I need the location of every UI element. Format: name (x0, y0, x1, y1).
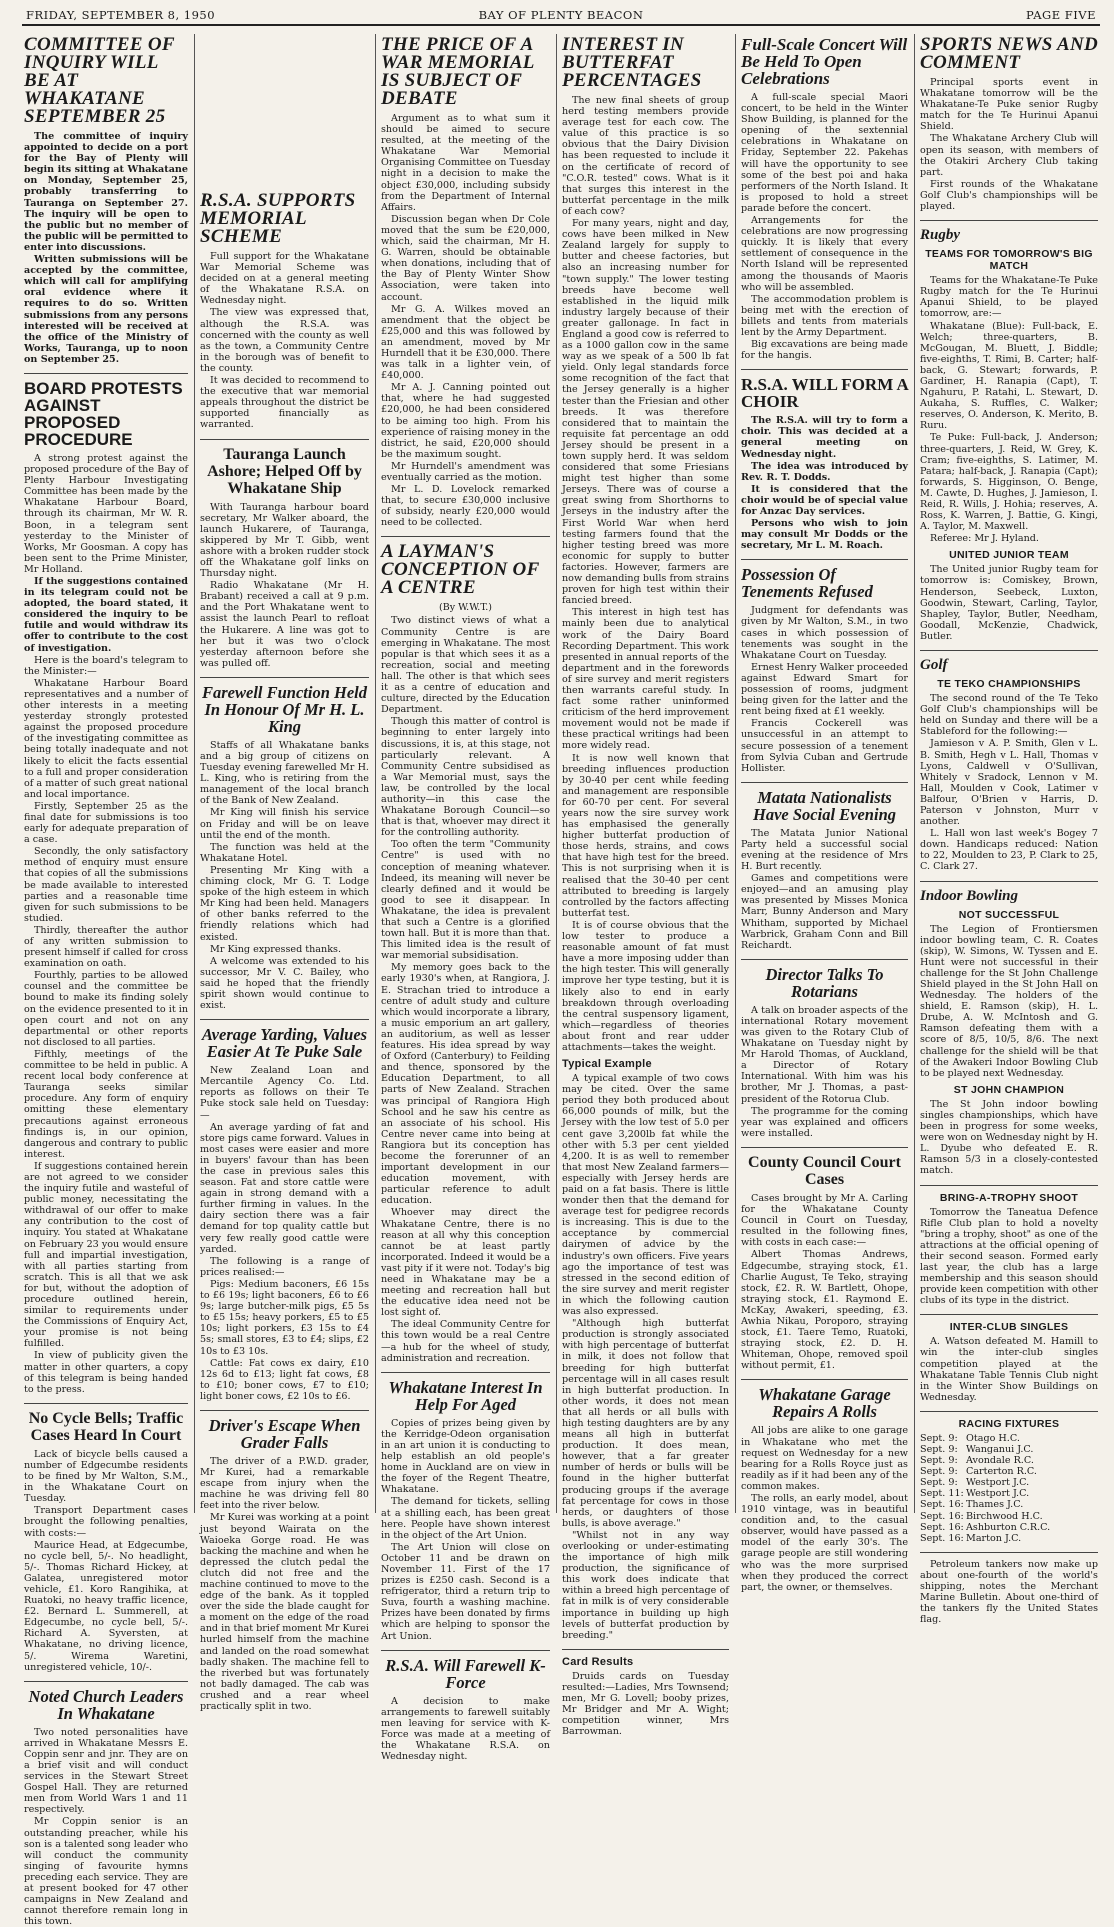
headline: INTEREST IN BUTTERFAT PERCENTAGES (562, 34, 702, 91)
paragraph: A decision to make arrangements to farewell suitably men leaving for service with K-Force was made at a meeting of the Whakatane R.S.A. on Wednesday night. (381, 1695, 550, 1763)
headline: Full-Scale Concert Will Be Held To Open Celebrations (741, 35, 908, 88)
headline: Average Yarding, Values Easier At Te Puke Sale (201, 1025, 368, 1062)
paragraph: It is now well known that breeding influences production by 30-40 per cent while feeding and management are responsible for 60-70 per cent. For several years now the sire survey work has emphasised the generally higher butterfat production of those herds, strains, and cows that have high test for the breed. This is not surprising when it is realised that the 30-40 per cent attributed to breeding is largely controlled by the factors affecting butterfat test. (562, 752, 729, 919)
article-divider (920, 1552, 1098, 1553)
paragraph: Thirdly, thereafter the author of any written submission to present himself if called for cross examination on oath. (24, 924, 188, 970)
article-bring-a-trophy (920, 1192, 1098, 1307)
paragraph: Too often the term "Community Centre" is used with no conception of meaning whatever. Indeed, its meaning will never be clearly defined and it would be good to see it disappear. In Whakatane, the idea is prevalent that such a Centre is a glorified town hall. But it is more than that. This limited idea is the result of war memorial subsidisation. (381, 839, 550, 962)
fixture-row: Sept. 16: Ashburton C.R.C. (920, 1521, 1051, 1533)
headline: Whakatane Interest In Help For Aged (388, 1377, 543, 1414)
paragraph: The following is a range of prices realised:— (200, 1255, 369, 1278)
paragraph: Big excavations are being made for the hangis. (741, 339, 908, 362)
article-inter-club-singles (920, 1321, 1098, 1403)
headline: Matata Nationalists Have Social Evening (753, 787, 896, 824)
subheading: TE TEKO CHAMPIONSHIPS (937, 678, 1081, 691)
subheading: RACING FIXTURES (958, 1417, 1060, 1430)
paragraph: The Art Union will close on October 11 and be drawn on November 11. First of the 17 prizes is £250 cash. Second is a refrigerator, third a return trip to Suva, fourth a washing machine. Prizes have been donated by firms which are helping to sponsor the Art Union. (381, 1541, 550, 1642)
article-sports-news (920, 36, 1098, 212)
article-butterfat (562, 36, 729, 1641)
column-1 (24, 34, 188, 1927)
subheading: INTER-CLUB SINGLES (949, 1321, 1069, 1334)
paragraph: Te Puke: Full-back, J. Anderson; three-quarters, J. Reid, W. Grey, K. Cram; five-eighths, S. Latimer, M. Patara; half-back, J. Ranapia (Capt); forwards, S. Higginson, O. Benge, M. Cawte, D. Hughes, J. Jamieson, I. Reid, R. Wills, J. Hohia; reserves, A. Ross, K. Warren, J. Battie, G. Kingi, A. Taylor, M. Maxwell. (920, 432, 1098, 533)
subheading: Typical Example (562, 1058, 652, 1071)
paragraph: A. Watson defeated M. Hamill to win the inter-club singles competition played at the Whakatane Table Tennis Club night in the Winter Show Buildings on Wednesday. (920, 1336, 1098, 1403)
paper-name: BAY OF PLENTY BEACON (478, 8, 644, 22)
article-divider (200, 439, 369, 440)
paragraph: Two distinct views of what a Community Centre is are emerging in Whakatane. The most popular is that which sees it as a recreation, social and meeting hall. The other is that which sees it as a centre of education and culture, directed by the Education Department. (381, 615, 550, 716)
paragraph: My memory goes back to the early 1930's when, at Rangiora, J. E. Strachan tried to introduce a centre of adult study and culture which would incorporate a library, a music emporium an art gallery, an auditorium, as well as lesser features. His idea spread by way of Oxford (Canterbury) to Feilding and thence, sponsored by the Education Department, to all parts of New Zealand. Strachen was principal of Rangiora High School and he saw his centre as an associate of his school. His Centre never came into being at Rangiora but its conception has become the forerunner of an important development in our education movement, with particular reference to adult education. (381, 962, 550, 1207)
paragraph: Argument as to what sum it should be aimed to secure resulted, at the meeting of the Whakatane War Memorial Organising Committee on Tuesday night in a decision to make the object £30,000, including subsidy from the Department of Internal Affairs. (381, 113, 550, 213)
article-divider (381, 1650, 550, 1651)
paragraph: Jamieson v A. P. Smith, Glen v L. B. Smith, Hegh v L. Hall, Thomas v Lyons, Caldwell v O'Sullivan, Whitely v Sradock, Lennon v M. Hall, Moulden v Cook, Latimer v Balfour, O'Brien v Harris, D. Paterson v Johnston, Murr v another. (920, 738, 1098, 828)
paragraph: A strong protest against the proposed procedure of the Bay of Plenty Harbour Investigating Committee has been made by the Whakatane Harbour Board, through its chairman, Mr W. R. Boon, in a telegram sent yesterday to the Minister of Works, Mr Goosman. A copy has been sent to the Prime Minister, Mr Holland. (24, 452, 188, 575)
paragraph: Mr Kurei was working at a point just beyond Wairata on the Waioeka Gorge road. He was backing the machine and when he depressed the clutch pedal the clutch did not free and the machine continued to move to the edge of the bank. As it toppled over the side the blade caught for a moment on the edge of the road and in that brief moment Mr Kurei hurled himself from the machine and landed on the road somewhat badly shaken. The machine fell to the riverbed but was fortunately not badly damaged. The cab was crushed and a rear wheel practically split in two. (200, 1512, 369, 1713)
paragraph: Tomorrow the Taneatua Defence Rifle Club plan to hold a novelty "bring a trophy, shoot" as one of the attractions at the official opening of their second season. Formed early last year, the club has a large membership and this season should provide keen competition with other clubs of its type in the district. (920, 1206, 1098, 1307)
article-divider (741, 782, 908, 783)
fixture-row: Sept. 11: Westport J.C. (920, 1488, 1030, 1500)
paragraph: Discussion began when Dr Cole moved that the sum be £20,000, which, said the chairman, Mr H. G. Warren, should be obtainable when donations, including that of the Bay of Plenty Winter Show Association, were taken into account. (381, 213, 550, 303)
paragraph: Full support for the Whakatane War Memorial Scheme was decided on at a general meeting of the Whakatane R.S.A. on Wednesday night. (200, 251, 369, 307)
article-grader-falls (200, 1417, 369, 1712)
article-director-rotarians (741, 966, 908, 1139)
column-2 (200, 190, 369, 1713)
paragraph: The accommodation problem is being met with the erection of billets and tents from materials lent by the Army Department. (741, 293, 908, 338)
paragraph: The Legion of Frontiersmen indoor bowling team, C. R. Coates (skip), W. Simons, W. Tyssen and E. Hunt were not successful in their challenge for the St John Challenge Shield played in the St John Hall on Wednesday. The holders of the shield, E. Ramson (skip), H. L. Drube, A. W. McIntosh and G. Ramson defeating them with a score of 8/5, 10/5, 8/6. The next challenge for the shield will be that of the Awakeri Indoor Bowling Club to be played next Wednesday. (920, 923, 1098, 1079)
section-heading: Indoor Bowling (920, 887, 1018, 904)
article-divider (200, 677, 369, 678)
fixture-list (920, 1433, 1098, 1544)
paragraph: It is of course obvious that the low tester to produce a reasonable amount of fat must have a more imposing udder than the high tester. This will generally improve her type testing, but it is likely also to end in early breakdown through overloading the central suspensory ligament, which—regardless of theories about front and rear udder attachments—takes the weight. (562, 919, 729, 1053)
paragraph: Games and competitions were enjoyed—and an amusing play was presented by Misses Monica Marr, Bunny Anderson and Mary Whitham, supported by Michael Warbrick, Graham Conn and Bill Reichardt. (741, 873, 908, 951)
headline: Tauranga Launch Ashore; Helped Off by Whakatane Ship (207, 445, 362, 497)
article-divider (381, 1372, 550, 1373)
paragraph: A full-scale special Maori concert, to be held in the Winter Show Building, is planned for the opening of the sextennial celebrations in Whakatane on Friday, September 22. Pakehas will have the opportunity to see some of the best poi and haka performers of the North Island. It is proposed to hold a street parade before the concert. (741, 92, 908, 214)
paragraph: The R.S.A. will try to form a choir. This was decided at a general meeting on Wednesday night. (741, 415, 908, 460)
paragraph: In view of publicity given the matter in other quarters, a copy of this telegram is being handed to the press. (24, 1350, 188, 1395)
paragraph: Mr Hurndell's amendment was eventually carried as the motion. (381, 460, 550, 483)
paragraph: Whakatane Harbour Board representatives and a number of other interests in a meeting yesterday strongly protested against the proposed procedure of the investigating committee as being totally inadequate and not likely to elicit the facts essential to a full and proper consideration of a matter of such great national and local importance. (24, 677, 188, 800)
article-k-force (381, 1657, 550, 1763)
article-divider (741, 369, 908, 370)
paragraph: Cattle: Fat cows ex dairy, £10 12s 6d to £13; light fat cows, £8 to £10; boner cows, £7 to £10; light boner cows, £2 10s to £6. (200, 1357, 369, 1402)
section-golf (920, 657, 1098, 873)
subheading: BRING-A-TROPHY SHOOT (939, 1191, 1079, 1204)
paragraph: The St John indoor bowling singles championships, which have been in progress for some weeks, were won on Wednesday night by H. L. Dyube who defeated E. R. Ramson 5/3 in a closely-contested match. (920, 1098, 1098, 1177)
fixture-row: Sept. 9: Carterton R.C. (920, 1466, 1037, 1478)
paragraph: Ernest Henry Walker proceeded against Edward Smart for possession of rooms, judgment being given for the latter and the rent being fixed at £1 weekly. (741, 661, 908, 718)
page-number: PAGE FIVE (1026, 8, 1096, 22)
paragraph: The Whakatane Archery Club will open its season, with members of the Otakiri Archery Club taking part. (920, 133, 1098, 178)
headline: R.S.A. SUPPORTS MEMORIAL SCHEME (200, 190, 356, 247)
paragraph: Mr King will finish his service on Friday and will be on leave until the end of the month. (200, 807, 369, 841)
article-divider (24, 1403, 188, 1404)
paragraph: The committee of inquiry appointed to decide on a port for the Bay of Plenty will begin its sitting at Whakatane on Monday, September 25, probably transferring to Tauranga on September 27. The inquiry will be open to the public but no member of the public will be permitted to enter into discussions. (24, 131, 188, 253)
paragraph: If suggestions contained herein are not agreed to we consider the inquiry futile and wasteful of public money, necessitating the withdrawal of our offer to make any contribution to the cost of inquiry. You stated at Whakatane on February 23 you would ensure full and impartial investigation, with all parties starting from scratch. This is all that we ask for but, without the adoption of procedure outlined herein, similar to requirements under the Commissions of Enquiry Act, your promise is not being fulfilled. (24, 1160, 188, 1350)
paragraph: The new final sheets of group herd testing members provide average test for each cow. The value of this practice is so obvious that the Dairy Division has been requested to include it on the certificate of record of "C.O.R. tested" cows. What is it that surges this interest in the butterfat percentage in the milk of each cow? (562, 95, 729, 217)
paragraph: Maurice Head, at Edgecumbe, no cycle bell, 5/-. No headlight, 5/-. Thomas Richard Hickey, at Galatea, unregistered motor vehicle, £1. Koro Rangihika, at Ruatoki, no heavy traffic licence, £2. Bernard L. Summerell, at Edgecumbe, no cycle bell, 5/-. Richard A. Syversten, at Whakatane, no driving licence, 5/. Wirema Waretini, unregistered vehicle, 10/-. (24, 1539, 188, 1673)
article-county-council (741, 1154, 908, 1372)
article-war-memorial-price (381, 36, 550, 528)
paragraph: The ideal Community Centre for this town would be a real Centre—a hub for the wheel of study, administration and recreation. (381, 1319, 550, 1364)
paragraph: Mr A. J. Canning pointed out that, where he had suggested £20,000, he had been considered to be aiming too high. From his experience of raising money in the district, he said, £20,000 should be the maximum sought. (381, 382, 550, 460)
paragraph: Albert Thomas Andrews, Edgecumbe, straying stock, £1. Charlie August, Te Teko, straying stock, £2. R. W. Bartlett, Ohope, straying stock, £1. Raymond E. McKay, Awakeri, speeding, £3. Awhia Nikau, Poroporo, straying stock, £1. Taere Temo, Ruatoki, straying stock, £2. D. H. Whiteman, Ohope, removed spoil without permit, £1. (741, 1249, 908, 1372)
paragraph: An average yarding of fat and store pigs came forward. Values in most cases were easier and more in buyers' favour than has been the case in previous sales this season. Fat and store cattle were again in strong demand with a further firming in values. In the dairy section there was a fair demand for top quality cattle but very few really good cattle were yarded. (200, 1121, 369, 1255)
fixture-row: Sept. 9: Avondale R.C. (920, 1455, 1034, 1467)
fixture-row: Sept. 16: Birchwood H.C. (920, 1510, 1043, 1522)
paragraph: New Zealand Loan and Mercantile Agency Co. Ltd. reports as follows on their Te Puke stock sale held on Tuesday:— (200, 1065, 369, 1121)
paragraph: For many years, night and day, cows have been milked in New Zealand largely for supply to butter and cheese factories, but also an increasing number for "town supply." The lower testing breeds have become well established in the liquid milk industry largely because of their greater gallonage. In fact in England a good cow is referred to as a 1000 gallon cow in the same way as we speak of a 500 lb fat yield. Only legal standards force some recognition of the fact that the Jersey generally is a higher tester than the Friesian and other breeds. It was therefore considered that to maintain the requisite fat percentage an odd Jersey should be present in a town supply herd. It was seldom considered that some Friesians might test higher than some Jerseys. There was of course a great swing from Shorthorns to Jerseys in the industry after the First World War when herd testing farmers found that the higher testing breed was more economic for supply to butter factories. However, farmers are now demanding bulls from strains proven for high test within their fancied breed. (562, 218, 729, 607)
paragraph: With Tauranga harbour board secretary, Mr Walker aboard, the launch Hukarere, of Tauranga, skippered by Mr T. Gibb, went ashore with a broken rudder stock off the Whakatane golf links on Thursday night. (200, 501, 369, 580)
paragraph: First rounds of the Whakatane Golf Club's championships will be played. (920, 178, 1098, 213)
paragraph: The Matata Junior National Party held a successful social evening at the residence of Mrs H. Burt recently. (741, 827, 908, 873)
paragraph: Petroleum tankers now make up about one-fourth of the world's shipping, notes the Merchant Marine Bulletin. About one-third of the tankers fly the United States flag. (920, 1558, 1098, 1626)
headline: BOARD PROTESTS AGAINST PROPOSED PROCEDURE (24, 378, 183, 449)
fixture-row: Sept. 16: Thames J.C. (920, 1499, 1024, 1511)
fixture-row: Sept. 9: Westport J.C. (920, 1477, 1030, 1489)
paragraph: "Whilst not in any way overlooking or under-estimating the importance of high milk production, the significance of this work does indicate that within a breed high percentage of fat in milk is of very considerable importance in building up high levels of butterfat production by breeding." (562, 1529, 729, 1641)
column-6 (920, 34, 1099, 1626)
paragraph: Here is the board's telegram to the Minister:— (24, 654, 188, 677)
fixture-row: Sept. 9: Wanganui J.C. (920, 1444, 1034, 1455)
paragraph: Fifthly, meetings of the committee to be held in public. A recent local body conference at Tauranga seeks similar procedure. Any form of enquiry omitting these elementary precautions against erroneous findings is, in our opinion, dangerous and contrary to public interest. (24, 1048, 188, 1160)
paragraph: Pigs: Medium baconers, £6 15s to £6 19s; light baconers, £6 to £6 9s; large butcher-milk pigs, £5 5s to £5 15s; heavy porkers, £5 to £5 10s; light porkers, £3 15s to £4 5s; small stores, £3 to £4; slips, £2 10s to £3 10s. (200, 1278, 369, 1357)
paragraph: The programme for the coming year was explained and officers were installed. (741, 1105, 908, 1139)
subheading: TEAMS FOR TOMORROW'S BIG MATCH (925, 248, 1093, 273)
article-divider (200, 1410, 369, 1411)
headline: Noted Church Leaders In Whakatane (28, 1686, 184, 1723)
subheading: NOT SUCCESSFUL (958, 908, 1060, 921)
article-divider (381, 536, 550, 537)
article-divider (741, 1147, 908, 1148)
fixture-row: Sept. 9: Otago H.C. (920, 1432, 1020, 1444)
article-divider (562, 1649, 729, 1650)
paragraph: Two noted personalities have arrived in Whakatane Messrs E. Coppin senr and jnr. They are on a brief visit and will conduct services in the Stewart Street Gospel Hall. They are returned men from World Wars 1 and 11 respectively. (24, 1726, 188, 1816)
article-card-results (562, 1656, 729, 1738)
headline: SPORTS NEWS AND COMMENT (920, 34, 1099, 73)
article-tauranga-launch (200, 446, 369, 669)
article-farewell-king (200, 684, 369, 1011)
paragraph: Radio Whakatane (Mr H. Brabant) received a call at 9 p.m. and the Port Whakatane went to assist the launch Pearl to refloat the Hukarere. A line was got to her but it was two o'clock yesterday afternoon before she was pulled off. (200, 580, 369, 669)
headline: THE PRICE OF A WAR MEMORIAL IS SUBJECT OF DEBATE (381, 34, 535, 109)
paragraph: The idea was introduced by Rev. R. T. Dodds. (741, 460, 908, 483)
paragraph: It was decided to recommend to the executive that war memorial appeals throughout the district be supported financially as warranted. (200, 375, 369, 431)
paragraph: A typical example of two cows may be cited. Over the same period they both produced about 66,000 pounds of milk, but the Jersey with the low test of 5.0 per cent gave 3,200lb fat while the other with 5.3 per cent yielded 4,200. It is as well to remember that most New Zealand farmers—especially with Jersey herds are paid on a fat basis. There is little wonder then that the demand for average test for pedigree records is increasing. This is due to the acceptance by commercial dairymen of advice by the industry's own officers. Five years ago the importance of test was stressed in the second edition of the sire survey and merit register in which the following caution was also expressed. (562, 1073, 729, 1318)
article-rsa-choir (741, 376, 908, 551)
paragraph: The function was held at the Whakatane Hotel. (200, 841, 369, 864)
article-garage-rolls (741, 1386, 908, 1592)
paragraph: Referee: Mr J. Hyland. (930, 533, 1039, 545)
article-help-for-aged (381, 1379, 550, 1642)
column-rule (375, 34, 376, 1513)
article-divider (741, 959, 908, 960)
paragraph: If the suggestions contained in its telegram could not be adopted, the board stated, it considered the inquiry to be futile and would withdraw its offer to contribute to the cost of investigation. (24, 576, 188, 654)
column-rule (735, 34, 736, 1513)
paragraph: Mr L. D. Lovelock remarked that, to secure £30,000 inclusive of subsidy, nearly £20,000 would need to be collected. (381, 484, 550, 529)
column-5 (741, 34, 908, 1593)
section-heading: Golf (920, 657, 948, 674)
paragraph: A talk on broader aspects of the international Rotary movement was given to the Rotary Club of Whakatane on Tuesday night by Mr Harold Thomas, of Auckland, a Director of Rotary International. With him was his brother, Mr J. Thomas, a past-president of the Rotorua Club. (741, 1004, 908, 1105)
section-rugby (920, 227, 1098, 642)
article-divider (920, 220, 1098, 221)
article-committee-inquiry (24, 36, 188, 365)
paragraph: Staffs of all Whakatane banks and a big group of citizens on Tuesday evening farewelled Mr H. L. King, who is retiring from the management of the local branch of the Bank of New Zealand. (200, 739, 369, 807)
column-rule (556, 34, 557, 1513)
column-4 (562, 34, 729, 1738)
article-board-protests (24, 380, 188, 1395)
headline: Director Talks To Rotarians (765, 964, 884, 1001)
headline: County Council Court Cases (748, 1153, 901, 1188)
article-petroleum-tankers (920, 1559, 1098, 1626)
headline: Whakatane Garage Repairs A Rolls (758, 1385, 891, 1422)
article-divider (24, 1681, 188, 1682)
article-divider (920, 1411, 1098, 1412)
paragraph: The driver of a P.W.D. grader, Mr Kurei, had a remarkable escape from injury when the machine he was driving fell 80 feet into the river below. (200, 1455, 369, 1512)
paragraph: All jobs are alike to one garage in Whakatane who met the request on Wednesday for a new bearing for a Rolls Royce just as readily as if it had been any of the common makes. (741, 1425, 908, 1492)
paragraph: Copies of prizes being given by the Kerridge-Odeon organisation in an art union it is conducting to help establish an old people's home in Auckland are on view in the foyer of the Regent Theatre, Whakatane. (381, 1417, 550, 1496)
article-divider (920, 1314, 1098, 1315)
article-te-puke-sale (200, 1026, 369, 1402)
article-laymans-conception (381, 543, 550, 1363)
article-divider (741, 559, 908, 560)
article-divider (920, 650, 1098, 651)
article-matata-nationalists (741, 789, 908, 951)
paragraph: Transport Department cases brought the following penalties, with costs:— (24, 1505, 188, 1539)
paragraph: The demand for tickets, selling at a shilling each, has been great here. People have shown interest in the object of the Art Union. (381, 1496, 550, 1541)
paragraph: Written submissions will be accepted by the committee, which will call for amplifying oral evidence where it requires to do so. Written submissions from any persons interested will be received at the office of the Ministry of Works, Tauranga, up to noon on September 25. (24, 254, 188, 365)
article-tenements (741, 566, 908, 773)
article-divider (24, 373, 188, 374)
headline: R.S.A. WILL FORM A CHOIR (741, 375, 908, 412)
paragraph: The United junior Rugby team for tomorrow is: Comiskey, Brown, Henderson, Seebeck, Luxton, Goodwin, Stewart, Carling, Taylor, Shapley, Taylor, Butler, Needham, Goodall, McKenzie, Chadwick, Butler. (920, 564, 1098, 642)
paragraph: Cases brought by Mr A. Carling for the Whakatane County Council in Court on Tuesday, resulted in the following fines, with costs in each case:— (741, 1192, 908, 1249)
article-divider (200, 1019, 369, 1020)
paragraph: The rolls, an early model, about 1910 vintage, was in beautiful condition and, to the casual observer, would have passed as a model of the early 30's. The garage people are still wondering who was the more surprised when they produced the correct part, the owner, or themselves. (741, 1493, 908, 1593)
headline: A LAYMAN'S CONCEPTION OF A CENTRE (381, 541, 540, 599)
paragraph: It is considered that the choir would be of special value for Anzac Day services. (741, 483, 908, 517)
paragraph: Francis Cockerell was unsuccessful in an attempt to secure possession of a tenement from Sylvia Cuban and Gertrude Hollister. (741, 718, 908, 774)
article-rsa-supports (200, 192, 369, 431)
paragraph: Whakatane (Blue): Full-back, E. Welch; three-quarters, B. McGougan, M. Bluett, J. Biddle; five-eighths, T. Rimi, B. Carter; half-back, G. Stewart; forwards, P. Gardiner, H. Ranapia (Capt), T. Ngahuru, P. Ratahi, L. Stewart, D. Aukaha, S. Ruffles, C. Walker; reserves, O. Anderson, K. Merito, B. Ruru. (920, 320, 1098, 432)
headline: Driver's Escape When Grader Falls (208, 1415, 361, 1452)
article-racing-fixtures (920, 1418, 1098, 1544)
paragraph: Whoever may direct the Whakatane Centre, there is no reason at all why this conception cannot be at least partly incorporated. Indeed it would be a vast pity if it were not. Today's big need in Whakatane may be a meeting and recreation hall but the educative idea need not be lost sight of. (381, 1207, 550, 1319)
paragraph: Fourthly, parties to be allowed counsel and the committee be bound to make its finding solely on the evidence presented to it in open court and not on any departmental or other reports not disclosed to all parties. (24, 970, 188, 1048)
section-heading: Rugby (920, 227, 961, 244)
headline: Farewell Function Held In Honour Of Mr H. L. King (201, 682, 368, 736)
article-divider (741, 1379, 908, 1380)
paragraph: Principal sports event in Whakatane tomorrow will be the Whakatane-Te Puke senior Rugby match for the Te Hurinui Apanui Shield. (920, 77, 1098, 133)
paragraph: The second round of the Te Teko Golf Club's championships will be held on Sunday and there will be a Stableford for the following:— (920, 693, 1098, 738)
paragraph: Secondly, the only satisfactory method of enquiry must ensure that copies of all the submissions be made available to interested parties and a reasonable time given for such submissions to be studied. (24, 846, 188, 924)
paragraph: Lack of bicycle bells caused a number of Edgecumbe residents to be fined by Mr Walton, S.M., in the Whakatane Court on Tuesday. (24, 1448, 188, 1505)
byline: (By W.W.T.) (439, 602, 492, 614)
issue-date: FRIDAY, SEPTEMBER 8, 1950 (26, 8, 216, 22)
subheading: Card Results (562, 1655, 634, 1668)
paragraph: Though this matter of control is beginning to enter largely into discussions, it is, at this stage, not particularly relevant. A Community Centre subsidised as a War Memorial must, says the law, be controlled by the local authority—in this case the Whakatane Borough Council—so that is that, whoever may direct it for the controlling authority. (381, 716, 550, 839)
paragraph: Mr G. A. Wilkes moved an amendment that the object be £25,000 and this was followed by an amendment, moved by Mr Hurndell that it be £30,000. There was talk in a lighter vein, of £40,000. (381, 303, 550, 382)
headline: No Cycle Bells; Traffic Cases Heard In Court (28, 1409, 184, 1444)
paragraph: A welcome was extended to his successor, Mr V. C. Bailey, who said he hoped that the friendly spirit shown would continue to exist. (200, 955, 369, 1012)
paragraph: Mr King expressed thanks. (210, 943, 341, 955)
paragraph: Druids cards on Tuesday resulted:—Ladies, Mrs Townsend; men, Mr G. Lovell; booby prizes, Mr Bridger and Mr A. Wight; competition winner, Mrs Barrowman. (562, 1670, 729, 1738)
section-indoor-bowling (920, 888, 1098, 1177)
paragraph: Persons who wish to join may consult Mr Dodds or the secretary, Mr L. M. Roach. (741, 518, 908, 552)
paragraph: This interest in high test has mainly been due to analytical work of the Dairy Board Recording Department. This work presented in annual reports of the department and in the forewords of sire survey and merit registers then warrants careful study. In fact some rather uninformed criticism of the herd improvement movement would not be made if these practical writings had been more widely read. (562, 607, 729, 752)
subheading: UNITED JUNIOR TEAM (949, 549, 1069, 562)
headline: Possession Of Tenements Refused (741, 565, 873, 602)
paragraph: Arrangements for the celebrations are now progressing quickly. It is likely that every settlement of consequence in the North Island will be represented among the thousands of Maoris who will be assembled. (741, 215, 908, 293)
article-no-cycle-bells (24, 1410, 188, 1673)
column-rule (914, 34, 915, 1513)
paragraph: Mr Coppin senior is an outstanding preacher, while his son is a talented song leader who will conduct the community singing of favourite hymns preceding each service. They are at present booked for 47 other campaigns in New Zealand and cannot therefore remain long in this town. (24, 1816, 188, 1927)
paragraph: "Although high butterfat production is strongly associated with high percentage of butterfat in milk, it does not follow that breeding for high butterfat percentage will in all cases result in high butterfat production. In other words, it does not mean that all herds or all bulls with high testing daughters are by any means all high in butterfat production. It does mean, however, that a far greater number of herds or bulls will be found in the higher butterfat producing groups if the average fat percentage for cows in those herds, or daughters of those bulls, is above average." (562, 1318, 729, 1529)
headline: COMMITTEE OF INQUIRY WILL BE AT WHAKATANE SEPTEMBER 25 (24, 34, 175, 127)
column-3 (381, 34, 550, 1763)
article-divider (920, 881, 1098, 882)
article-full-scale-concert (741, 36, 908, 361)
paragraph: Presenting Mr King with a chiming clock, Mr G. T. Lodge spoke of the high esteem in which Mr King had been held. Managers of other banks referred to the friendly relations which had existed. (200, 864, 369, 943)
paragraph: Firstly, September 25 as the final date for submissions is too early for adequate preparation of a case. (24, 800, 188, 846)
column-rule (194, 34, 195, 1513)
paragraph: The view was expressed that, although the R.S.A. was concerned with the county as well as the town, a Community Centre in the borough was of benefit to the county. (200, 307, 369, 374)
paragraph: L. Hall won last week's Bogey 7 down. Handicaps reduced: Nation to 22, Moulden to 23, P. Clark to 25, C. Clark 27. (920, 828, 1098, 873)
masthead (22, 6, 1100, 26)
article-church-leaders (24, 1688, 188, 1927)
fixture-row: Sept. 16: Marton J.C. (920, 1532, 1022, 1544)
article-divider (920, 1185, 1098, 1186)
paragraph: Judgment for defendants was given by Mr Walton, S.M., in two cases in which possession of tenements was sought in the Whakatane Court on Tuesday. (741, 605, 908, 661)
subheading: ST JOHN CHAMPION (953, 1083, 1065, 1096)
paragraph: Teams for the Whakatane-Te Puke Rugby match for the Te Hurinui Apanui Shield, to be played tomorrow, are:— (920, 275, 1098, 320)
headline: R.S.A. Will Farewell K-Force (385, 1655, 546, 1692)
